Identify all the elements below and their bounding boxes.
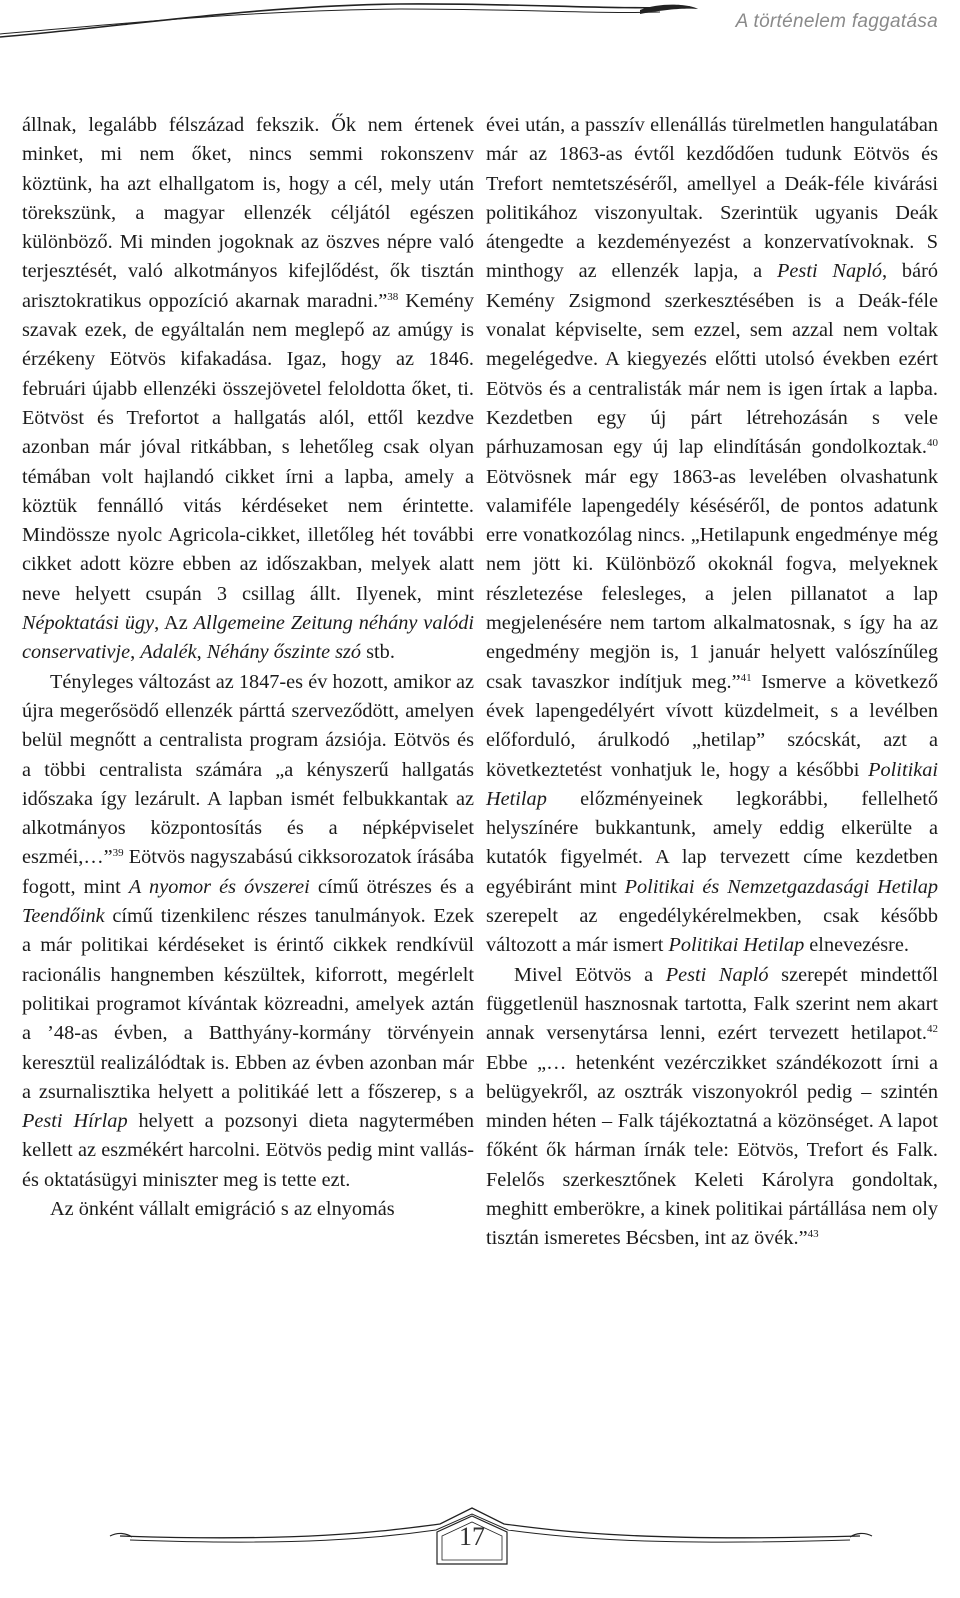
italic-title: Pesti Napló <box>777 260 883 283</box>
text-run: , <box>196 641 207 664</box>
text-run: Eötvös nagyszabású cikksorozatok írásába fogott, mint <box>22 846 474 898</box>
text-run: szerepét mindettől függetlenül hasznosnak tartotta, Falk szerint nem akart annak versenytársa lenni, ezért tervezett hetilapot. <box>486 963 938 1045</box>
right-column <box>486 111 938 1254</box>
text-run: , Az <box>154 612 194 635</box>
right-paragraph-2 <box>486 961 938 1254</box>
italic-title: Politikai és Nemzetgazdasági Hetilap <box>624 875 938 898</box>
text-run: című tizenkilenc részes tanulmányok. Ezek a már politikai kérdéseket is érintő cikkek rendkívül racionális hangnemben készültek, kiforrott, megérlelt politikai programot kívántak közreadni, amelyek aztán a ’48-as évben, a Batthyány-kormány törvényein keresztül realizálódtak is. Ebben az évben azonban már a zsurnalisztika helyett a politikáé lett a főszerep, s a <box>22 905 474 1103</box>
left-paragraph-3 <box>22 1195 474 1224</box>
italic-title: Politikai Hetilap <box>668 934 805 957</box>
header-ornament <box>0 0 700 40</box>
footnote-ref: 43 <box>807 1228 819 1241</box>
italic-title: Népoktatási ügy <box>22 612 155 635</box>
text-run: Ismerve a következő évek lapengedélyért vívott küzdelmeit, s a levélben előforduló, árulkodó „hetilap” szócskát, azt a következtetést vonhatjuk le, hogy a későbbi <box>486 670 938 781</box>
italic-title: Politikai Hetilap <box>486 758 938 810</box>
text-run: előzményeinek legkorábbi, fellelhető helyszínére bukkantunk, amely eddig elkerülte a kutatók figyelmét. A lap tervezett címe kezdetben egyébiránt mint <box>486 787 938 898</box>
text-run: elnevezésre. <box>804 934 909 957</box>
text-run: Eötvösnek már egy 1863-as levelében olvashatunk valamiféle lapengedély késéséről, de pontos adatunk erre vonatkozólag nincs. „Hetilapunk engedménye még nem jött ki. Különböző okoknál fogva, melyeknek részletezése felesleges, a jelen pillanatot a lap megjelenésére nem tartom alkalmatosnak, s így ha az engedmény megjön is, 1 január helyett valószínűleg csak tavaszkor indítjuk meg.” <box>486 465 938 693</box>
italic-title: Pesti Hírlap <box>22 1110 128 1133</box>
page-number: 17 <box>459 1522 485 1551</box>
text-run: stb. <box>361 641 395 664</box>
text-run: évei után, a passzív ellenállás türelmetlen hangulatában már az 1863-as évtől kezdődően tudunk Eötvös és Trefort nemtetszéséről, amellyel a Deák-féle kivárási politikához viszonyultak. Szerintük ugyanis Deák átengedte a kezdeményezést a konzervatívoknak. S minthogy az ellenzék lapja, a <box>486 114 938 283</box>
text-run: Az önként vállalt emigráció s az elnyomás <box>50 1197 395 1220</box>
footnote-ref: 39 <box>112 847 124 860</box>
italic-title: Teendőink <box>22 905 105 928</box>
footnote-ref: 42 <box>927 1023 938 1036</box>
text-run: Ebbe „… hetenként vezérczikket szándékozott írni a belügyekről, az osztrák viszonyokról pedig – szintén minden héten – Falk tájékoztatná a közönséget. A lapot főként ők hárman írnák tele: Eötvös, Trefort és Falk. Felelős szerkesztőnek Keleti Károlyra gondoltak, meghitt emberökre, a kinek politikai pártállása nem oly tisztán ismeretes Bécsben, int az övék.” <box>486 1051 938 1250</box>
text-run: állnak, legalább félszázad fekszik. Ők nem értenek minket, mi nem őket, nincs semmi rokonszenv köztünk, ha azt elhallgatom is, hogy a cél, mely után törekszünk, a magyar ellenzék céljától egészen különböző. Mi minden jogoknak az öszves népre való terjesztését, való alkotmányos kifejlődést, ők tisztán arisztokratikus oppozíció akarnak maradni.” <box>22 114 474 312</box>
text-run: Mivel Eötvös a <box>514 963 666 986</box>
text-run: , <box>130 641 141 664</box>
text-run: Tényleges változást az 1847-es év hozott, amikor az újra megerősödő ellenzék párttá szerveződött, amelyen belül megnőtt a centralista program ázsiója. Eötvös és a többi centralista számára „a kényszerű hallgatás időszaka így lezárult. A lapban ismét felbukkantak az alkotmányos központosítás és a népképviselet eszméi,…” <box>22 670 474 869</box>
footnote-ref: 38 <box>387 290 399 303</box>
italic-title: Adalék <box>140 641 197 664</box>
text-run: című ötrészes és a <box>309 875 475 898</box>
footnote-ref: 41 <box>740 671 752 684</box>
footnote-ref: 40 <box>927 437 938 450</box>
italic-title: Pesti Napló <box>665 963 769 986</box>
italic-title: Néhány őszinte szó <box>206 641 362 664</box>
left-paragraph-2 <box>22 668 474 1195</box>
text-run: szerepelt az engedélykérelmekben, csak később változott a már ismert <box>486 905 938 957</box>
text-run: , báró Kemény Zsigmond szerkesztésében is a Deák-féle vonalat képviselte, sem ezzel, sem azzal nem voltak megelégedve. A kiegyezés előtti utolsó években ezért Eötvös és a centralisták már nem is igen írtak a lapba. Kezdetben egy új párt létrehozásán s vele párhuzamosan egy új lap elindításán gondolkoztak. <box>486 260 938 459</box>
left-paragraph-1 <box>22 111 474 668</box>
right-paragraph-1 <box>486 111 938 961</box>
text-run: Kemény szavak ezek, de egyáltalán nem meglepő az amúgy is érzékeny Eötvös kifakadása. Igaz, hogy az 1846. februári újabb ellenzéki összejövetel feloldotta őket, ti. Eötvöst és Trefortot a hallgatás alól, ettől kezdve azonban már jóval ritkábban, s lehetőleg csak olyan témában volt hajlandó cikket írni a lapba, amely a köztük fennálló vitás kérdéseket nem érintette. Mindössze nyolc Agricola-cikket, illetőleg hét további cikket adott közre ebben az időszakban, melyek alatt neve helyett csupán 3 csillag állt. Ilyenek, mint <box>22 289 474 605</box>
left-column <box>22 111 474 1224</box>
italic-title: A nyomor és óvszerei <box>128 875 310 898</box>
text-run: helyett a pozsonyi dieta nagytermében kellett az eszmékért harcolni. Eötvös pedig mint vallás- és oktatásügyi miniszter meg is tette ezt. <box>22 1110 474 1191</box>
running-title: A történelem faggatása <box>735 11 938 32</box>
italic-title: Allgemeine Zeitung néhány valódi conservativje <box>22 612 475 664</box>
